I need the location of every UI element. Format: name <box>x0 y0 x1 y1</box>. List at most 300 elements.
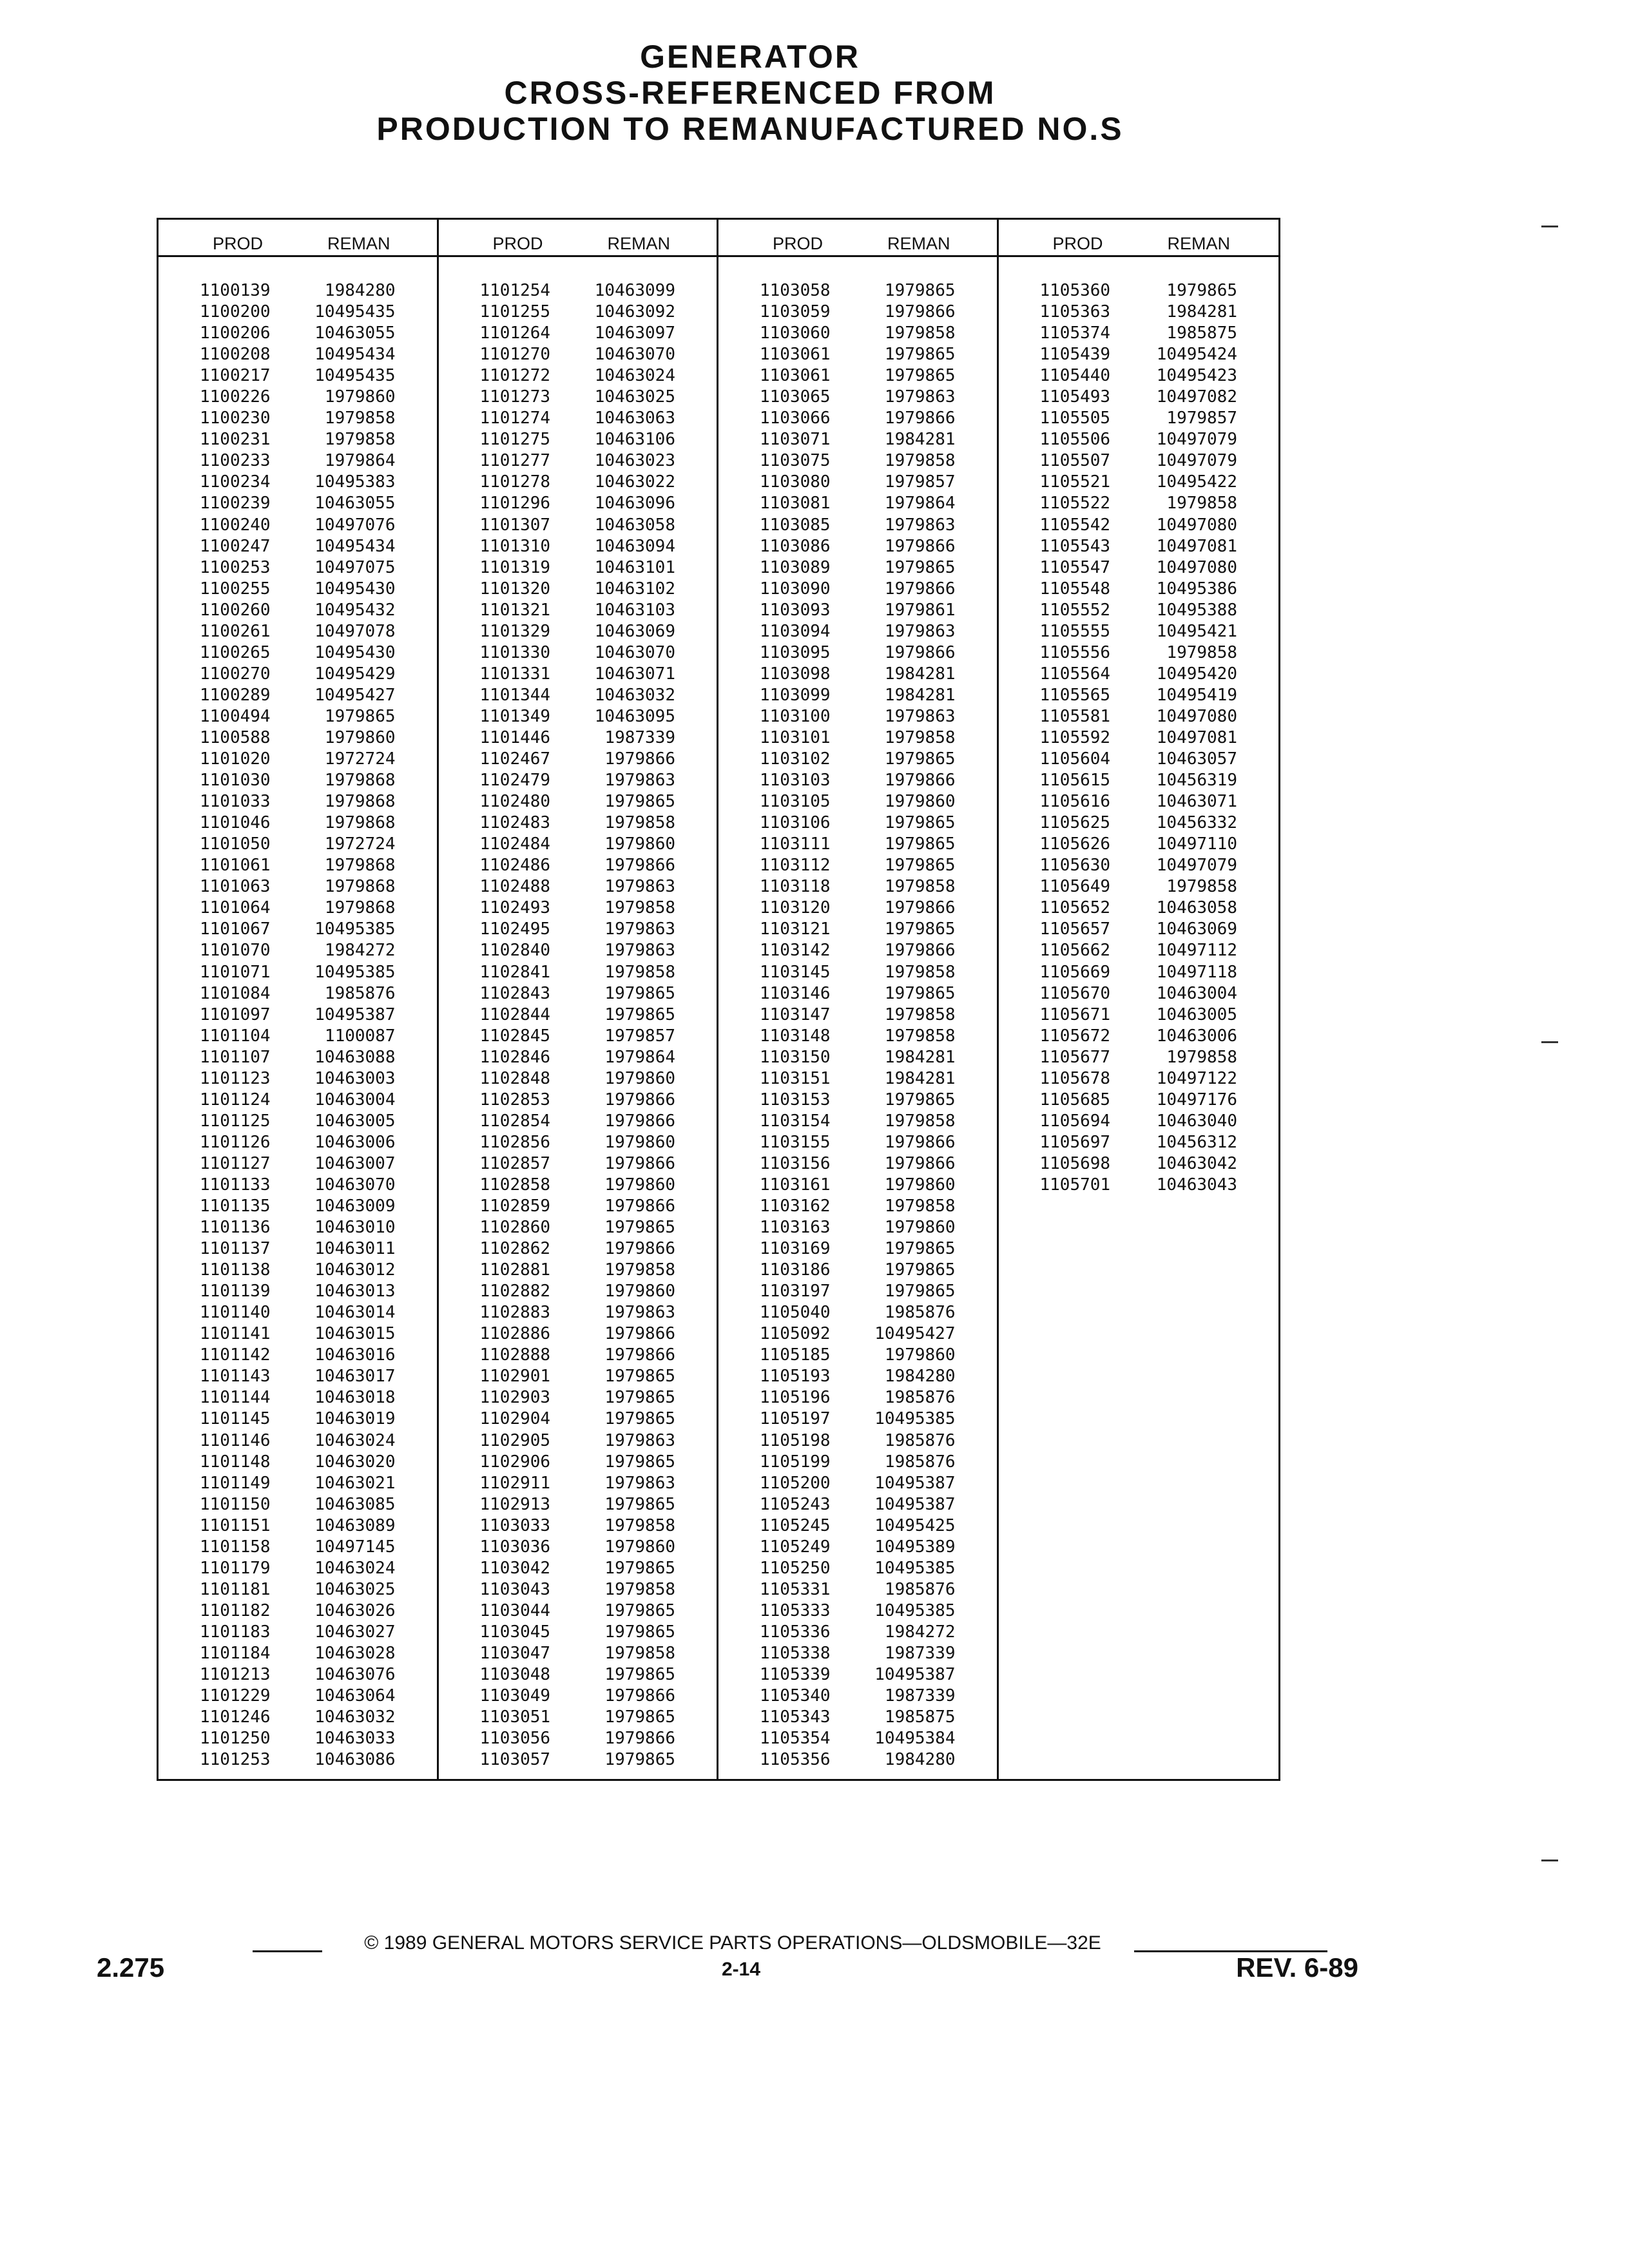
table-row <box>439 1387 717 1408</box>
table-row <box>159 770 437 791</box>
table-row <box>159 302 437 323</box>
table-row <box>159 1090 437 1111</box>
reman-number: 10497081 <box>1156 727 1237 747</box>
table-row <box>159 1175 437 1196</box>
reman-number: 1985875 <box>1166 323 1237 343</box>
reman-number: 10497122 <box>1156 1068 1237 1088</box>
table-row <box>439 1111 717 1132</box>
table-row <box>439 834 717 855</box>
prod-number: 1102844 <box>479 1004 551 1024</box>
reman-number: 10497118 <box>1156 962 1237 982</box>
table-row <box>999 898 1279 919</box>
reman-number: 10463071 <box>1156 792 1237 812</box>
reman-number: 10463024 <box>314 1558 396 1578</box>
prod-number: 1102859 <box>479 1196 551 1216</box>
prod-number: 1105548 <box>1039 579 1111 599</box>
prod-number: 1103065 <box>760 387 831 407</box>
table-row <box>718 791 997 812</box>
table-row <box>159 983 437 1004</box>
reman-header: REMAN <box>1167 234 1231 253</box>
table-row <box>159 1366 437 1387</box>
reman-number: 10463026 <box>314 1600 396 1620</box>
prod-number: 1103147 <box>760 1004 831 1024</box>
reman-number: 10463043 <box>1156 1175 1237 1195</box>
reman-number: 1979858 <box>884 451 956 471</box>
reman-number: 1979858 <box>1166 494 1237 514</box>
prod-number: 1105671 <box>1039 1004 1111 1024</box>
reman-number: 1979858 <box>604 898 675 918</box>
table-row <box>159 621 437 642</box>
table-row <box>159 1047 437 1068</box>
reman-number: 1979860 <box>604 1132 675 1152</box>
column-header <box>439 220 717 257</box>
reman-number: 1979866 <box>884 898 956 918</box>
reman-number: 1979865 <box>604 1707 675 1727</box>
table-row <box>718 642 997 664</box>
column-rows <box>439 280 717 1771</box>
prod-number: 1105670 <box>1039 983 1111 1003</box>
reman-number: 10463096 <box>594 494 675 514</box>
prod-number: 1101213 <box>200 1665 271 1685</box>
table-row <box>999 727 1279 749</box>
table-row <box>999 557 1279 579</box>
reman-number: 1972724 <box>324 749 396 769</box>
footer-copyright: © 1989 GENERAL MOTORS SERVICE PARTS OPERATIONS—OLDSMOBILE—32E <box>364 1932 1101 1954</box>
table-column-3 <box>718 220 999 1779</box>
prod-number: 1101255 <box>479 302 551 322</box>
prod-number: 1103056 <box>479 1729 551 1749</box>
table-row <box>999 1090 1279 1111</box>
reman-number: 1979865 <box>604 1600 675 1620</box>
prod-number: 1100255 <box>200 579 271 599</box>
table-row <box>999 876 1279 898</box>
reman-number: 1979865 <box>604 1558 675 1578</box>
table-row <box>439 706 717 727</box>
reman-number: 1979866 <box>604 1324 675 1344</box>
prod-number: 1105616 <box>1039 792 1111 812</box>
reman-number: 1979866 <box>884 941 956 961</box>
table-row <box>439 1217 717 1238</box>
reman-number: 10497080 <box>1156 557 1237 577</box>
prod-number: 1105701 <box>1039 1175 1111 1195</box>
revision-label: REV. 6-89 <box>1236 1952 1358 1983</box>
table-row <box>999 621 1279 642</box>
prod-number: 1103186 <box>760 1260 831 1280</box>
table-row <box>718 834 997 855</box>
reman-number: 10463102 <box>594 579 675 599</box>
prod-number: 1101127 <box>200 1153 271 1173</box>
prod-number: 1105507 <box>1039 451 1111 471</box>
reman-number: 1979868 <box>324 813 396 833</box>
table-row <box>159 1238 437 1260</box>
reman-number: 1979865 <box>604 1388 675 1408</box>
table-row <box>718 1430 997 1452</box>
table-row <box>718 557 997 579</box>
reman-number: 1979863 <box>604 919 675 939</box>
reman-number: 10456312 <box>1156 1132 1237 1152</box>
prod-number: 1101124 <box>200 1090 271 1110</box>
table-row <box>718 1408 997 1430</box>
prod-number: 1101319 <box>479 557 551 577</box>
table-row <box>718 1387 997 1408</box>
reman-number: 1979863 <box>884 515 956 535</box>
prod-number: 1100217 <box>200 366 271 386</box>
table-row <box>999 600 1279 621</box>
prod-number: 1101061 <box>200 856 271 876</box>
table-row <box>439 1281 717 1302</box>
table-row <box>439 898 717 919</box>
table-row <box>999 706 1279 727</box>
prod-number: 1102906 <box>479 1452 551 1472</box>
prod-number: 1105662 <box>1039 941 1111 961</box>
prod-number: 1102841 <box>479 962 551 982</box>
table-row <box>159 1622 437 1643</box>
reman-number: 1984281 <box>884 685 956 705</box>
prod-header: PROD <box>773 234 824 253</box>
reman-number: 10463095 <box>594 706 675 726</box>
prod-number: 1105542 <box>1039 515 1111 535</box>
reman-number: 10495387 <box>874 1665 956 1685</box>
prod-number: 1101320 <box>479 579 551 599</box>
reman-number: 10495427 <box>314 685 396 705</box>
table-row <box>999 302 1279 323</box>
prod-number: 1103051 <box>479 1707 551 1727</box>
column-rows <box>999 280 1279 1196</box>
prod-number: 1105678 <box>1039 1068 1111 1088</box>
table-row <box>718 344 997 365</box>
table-row <box>159 1473 437 1494</box>
table-row <box>439 855 717 876</box>
reman-number: 1979865 <box>884 813 956 833</box>
table-row <box>439 983 717 1004</box>
prod-number: 1101253 <box>200 1750 271 1770</box>
prod-number: 1103169 <box>760 1239 831 1259</box>
prod-number: 1101070 <box>200 941 271 961</box>
table-row <box>718 898 997 919</box>
table-row <box>718 1302 997 1323</box>
table-row <box>159 1281 437 1302</box>
prod-number: 1101310 <box>479 536 551 556</box>
reman-number: 1979866 <box>884 642 956 662</box>
table-row <box>999 1004 1279 1026</box>
prod-number: 1105245 <box>760 1515 831 1535</box>
table-column-1 <box>159 220 439 1779</box>
table-row <box>999 1111 1279 1132</box>
reman-number: 1984281 <box>884 430 956 450</box>
prod-number: 1105185 <box>760 1345 831 1365</box>
table-row <box>159 1494 437 1515</box>
table-row <box>999 280 1279 302</box>
prod-number: 1102860 <box>479 1218 551 1238</box>
table-row <box>999 429 1279 450</box>
reman-number: 1972724 <box>324 834 396 854</box>
prod-number: 1103080 <box>760 472 831 492</box>
table-row <box>999 685 1279 706</box>
prod-number: 1101151 <box>200 1515 271 1535</box>
column-header <box>999 220 1279 257</box>
table-row <box>439 344 717 365</box>
reman-number: 1979863 <box>884 621 956 641</box>
table-row <box>999 1175 1279 1196</box>
prod-number: 1101084 <box>200 983 271 1003</box>
prod-number: 1105697 <box>1039 1132 1111 1152</box>
table-row <box>439 1366 717 1387</box>
table-row <box>999 387 1279 408</box>
prod-number: 1105374 <box>1039 323 1111 343</box>
reman-number: 10463094 <box>594 536 675 556</box>
prod-number: 1105440 <box>1039 366 1111 386</box>
prod-number: 1101184 <box>200 1644 271 1663</box>
reman-number: 1979860 <box>324 387 396 407</box>
prod-header: PROD <box>213 234 264 253</box>
reman-number: 10495387 <box>874 1494 956 1514</box>
table-row <box>718 1600 997 1622</box>
table-row <box>999 472 1279 493</box>
cross-reference-table <box>157 218 1280 1781</box>
reman-number: 1979860 <box>604 1537 675 1557</box>
table-row <box>999 1153 1279 1175</box>
prod-number: 1103151 <box>760 1068 831 1088</box>
prod-number: 1102901 <box>479 1367 551 1387</box>
table-row <box>439 1302 717 1323</box>
prod-number: 1102488 <box>479 877 551 897</box>
reman-number: 10463055 <box>314 494 396 514</box>
table-row <box>718 1132 997 1153</box>
prod-number: 1100270 <box>200 664 271 684</box>
prod-number: 1103044 <box>479 1600 551 1620</box>
prod-number: 1102881 <box>479 1260 551 1280</box>
table-row <box>718 1111 997 1132</box>
table-row <box>159 1408 437 1430</box>
prod-number: 1102840 <box>479 941 551 961</box>
reman-number: 1979858 <box>884 1196 956 1216</box>
table-row <box>718 770 997 791</box>
table-row <box>439 365 717 387</box>
table-row <box>718 1047 997 1068</box>
table-row <box>718 727 997 749</box>
prod-number: 1103095 <box>760 642 831 662</box>
table-row <box>439 579 717 600</box>
reman-number: 1979865 <box>884 345 956 365</box>
reman-number: 1979868 <box>324 771 396 791</box>
prod-number: 1101137 <box>200 1239 271 1259</box>
reman-number: 1979865 <box>604 983 675 1003</box>
table-row <box>439 1537 717 1558</box>
reman-number: 10463085 <box>314 1494 396 1514</box>
reman-number: 1979868 <box>324 898 396 918</box>
prod-number: 1101446 <box>479 727 551 747</box>
prod-number: 1103161 <box>760 1175 831 1195</box>
reman-number: 1979860 <box>324 727 396 747</box>
prod-number: 1101254 <box>479 281 551 300</box>
prod-number: 1101135 <box>200 1196 271 1216</box>
reman-number: 10463092 <box>594 302 675 322</box>
reman-number: 10463015 <box>314 1324 396 1344</box>
table-row <box>159 1302 437 1323</box>
table-row <box>718 1217 997 1238</box>
prod-number: 1100231 <box>200 430 271 450</box>
reman-number: 1984281 <box>884 1047 956 1067</box>
prod-number: 1101140 <box>200 1303 271 1323</box>
reman-number: 10463006 <box>1156 1026 1237 1046</box>
reman-number: 1985876 <box>884 1388 956 1408</box>
prod-number: 1101229 <box>200 1686 271 1706</box>
prod-number: 1103036 <box>479 1537 551 1557</box>
table-row <box>718 1707 997 1728</box>
table-row <box>999 1026 1279 1047</box>
reman-number: 1984280 <box>324 281 396 300</box>
prod-number: 1105356 <box>760 1750 831 1770</box>
reman-number: 10463005 <box>1156 1004 1237 1024</box>
reman-number: 1979865 <box>604 1004 675 1024</box>
prod-number: 1101133 <box>200 1175 271 1195</box>
table-row <box>999 749 1279 770</box>
prod-number: 1102486 <box>479 856 551 876</box>
reman-number: 10463024 <box>594 366 675 386</box>
prod-number: 1105196 <box>760 1388 831 1408</box>
reman-number: 10463017 <box>314 1367 396 1387</box>
prod-number: 1102484 <box>479 834 551 854</box>
table-row <box>718 1728 997 1749</box>
reman-number: 10495434 <box>314 536 396 556</box>
prod-number: 1101097 <box>200 1004 271 1024</box>
reman-number: 10495427 <box>874 1324 956 1344</box>
reman-number: 1979858 <box>884 962 956 982</box>
reman-number: 1979858 <box>1166 642 1237 662</box>
reman-number: 10463058 <box>594 515 675 535</box>
table-row <box>439 1558 717 1579</box>
table-row <box>159 962 437 983</box>
table-row <box>718 1153 997 1175</box>
prod-number: 1101146 <box>200 1430 271 1450</box>
table-row <box>718 940 997 961</box>
reman-number: 1979865 <box>884 1239 956 1259</box>
table-row <box>159 408 437 429</box>
table-row <box>718 1473 997 1494</box>
prod-number: 1103085 <box>760 515 831 535</box>
reman-number: 1979858 <box>884 727 956 747</box>
prod-number: 1101331 <box>479 664 551 684</box>
reman-number: 10495385 <box>314 919 396 939</box>
prod-number: 1103098 <box>760 664 831 684</box>
prod-number: 1102854 <box>479 1111 551 1131</box>
reman-number: 1979865 <box>884 919 956 939</box>
table-row <box>439 1260 717 1281</box>
reman-number: 10463069 <box>594 621 675 641</box>
table-row <box>159 791 437 812</box>
table-row <box>439 621 717 642</box>
reman-number: 1984272 <box>324 941 396 961</box>
reman-number: 1979866 <box>604 1686 675 1706</box>
reman-number: 1979866 <box>604 1345 675 1365</box>
table-row <box>718 493 997 514</box>
reman-number: 1979857 <box>884 472 956 492</box>
prod-number: 1103090 <box>760 579 831 599</box>
table-row <box>159 1707 437 1728</box>
table-row <box>159 685 437 706</box>
reman-number: 1979858 <box>324 408 396 428</box>
reman-number: 10497080 <box>1156 706 1237 726</box>
prod-number: 1103150 <box>760 1047 831 1067</box>
prod-number: 1103106 <box>760 813 831 833</box>
prod-number: 1103048 <box>479 1665 551 1685</box>
table-row <box>718 1260 997 1281</box>
reman-number: 1979866 <box>604 1090 675 1110</box>
prod-number: 1100233 <box>200 451 271 471</box>
table-row <box>439 1345 717 1366</box>
table-row <box>159 1749 437 1771</box>
prod-number: 1105592 <box>1039 727 1111 747</box>
table-row <box>159 898 437 919</box>
table-row <box>999 1068 1279 1090</box>
table-row <box>159 1600 437 1622</box>
reman-number: 10497075 <box>314 557 396 577</box>
reman-number: 1979865 <box>884 749 956 769</box>
prod-number: 1105040 <box>760 1303 831 1323</box>
table-row <box>999 515 1279 536</box>
table-row <box>999 940 1279 961</box>
prod-number: 1102483 <box>479 813 551 833</box>
reman-number: 1979858 <box>604 962 675 982</box>
prod-number: 1101067 <box>200 919 271 939</box>
reman-number: 1979865 <box>884 366 956 386</box>
prod-number: 1105199 <box>760 1452 831 1472</box>
prod-number: 1100206 <box>200 323 271 343</box>
table-row <box>999 536 1279 557</box>
reman-number: 10495384 <box>874 1729 956 1749</box>
reman-number: 1979865 <box>604 1750 675 1770</box>
reman-number: 1984280 <box>884 1367 956 1387</box>
prod-number: 1101349 <box>479 706 551 726</box>
table-row <box>999 1047 1279 1068</box>
reman-number: 10495386 <box>1156 579 1237 599</box>
prod-number: 1101126 <box>200 1132 271 1152</box>
reman-number: 1979858 <box>1166 877 1237 897</box>
prod-number: 1101139 <box>200 1282 271 1302</box>
reman-number: 10463012 <box>314 1260 396 1280</box>
prod-number: 1103045 <box>479 1622 551 1642</box>
table-row <box>439 1749 717 1771</box>
table-row <box>439 1643 717 1664</box>
table-row <box>718 536 997 557</box>
table-row <box>439 1408 717 1430</box>
table-row <box>159 1323 437 1345</box>
prod-number: 1103058 <box>760 281 831 300</box>
table-row <box>718 664 997 685</box>
reman-number: 1984272 <box>884 1622 956 1642</box>
table-row <box>159 706 437 727</box>
table-row <box>718 1643 997 1664</box>
reman-number: 10463089 <box>314 1515 396 1535</box>
prod-number: 1103121 <box>760 919 831 939</box>
reman-number: 10497110 <box>1156 834 1237 854</box>
reman-number: 1979868 <box>324 792 396 812</box>
prod-number: 1101183 <box>200 1622 271 1642</box>
table-row <box>159 1111 437 1132</box>
prod-number: 1101142 <box>200 1345 271 1365</box>
table-row <box>439 450 717 472</box>
table-row <box>999 812 1279 834</box>
reman-number: 10495389 <box>874 1537 956 1557</box>
table-row <box>718 685 997 706</box>
reman-number: 1979865 <box>884 1090 956 1110</box>
reman-number: 1979858 <box>604 1515 675 1535</box>
table-row <box>999 365 1279 387</box>
reman-number: 10495419 <box>1156 685 1237 705</box>
reman-number: 1979865 <box>324 706 396 726</box>
table-row <box>159 855 437 876</box>
table-row <box>718 450 997 472</box>
